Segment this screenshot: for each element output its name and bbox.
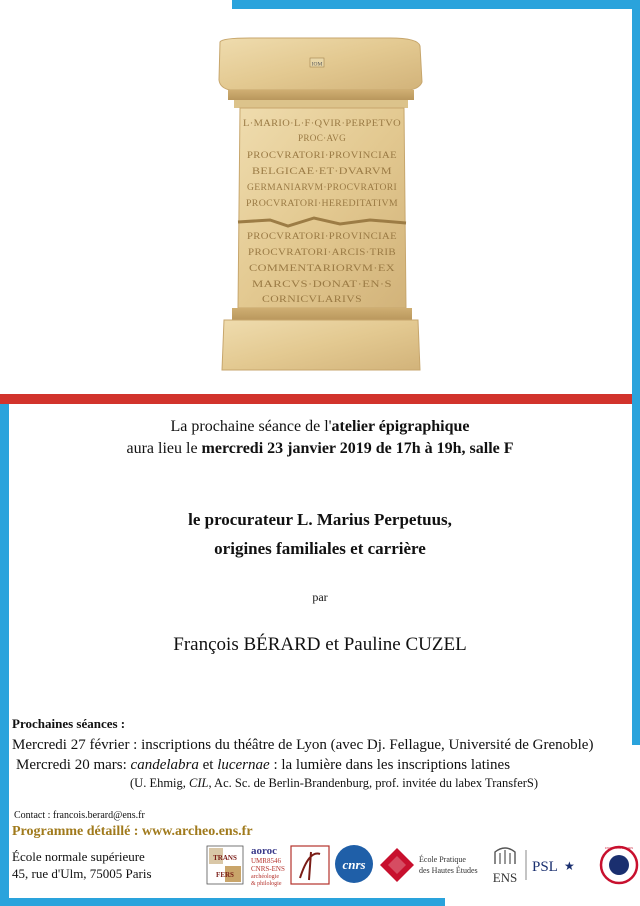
svg-text:PSL: PSL [532, 859, 558, 875]
bottom-blue-bar [0, 898, 445, 906]
inscription-line: PROCVRATORI·HEREDITATIVM [246, 198, 398, 208]
inscription-line: L·MARIO·L·F·QVIR·PERPETVO [243, 118, 402, 128]
ens-logo [493, 848, 518, 885]
altar-top-mark: IOM [311, 61, 323, 68]
session-date: mercredi 23 janvier 2019 de 17h à 19h, salle F [201, 440, 514, 457]
svg-text:École Pratique: École Pratique [419, 855, 466, 864]
programme-link[interactable]: Programme détaillé : www.archeo.ens.fr [12, 824, 253, 839]
svg-text:CNRS-ENS: CNRS-ENS [251, 865, 285, 873]
talk-title-line-1: le procurateur L. Marius Perpetuus, [188, 510, 452, 529]
inscription-line: GERMANIARVM·PROCVRATORI [247, 182, 397, 192]
svg-text:des Hautes Études: des Hautes Études [419, 866, 478, 875]
contact-email[interactable]: Contact : francois.berard@ens.fr [14, 810, 145, 821]
cnrs-logo [335, 845, 373, 883]
svg-text:& philologie: & philologie [251, 881, 282, 887]
talk-by: par [312, 590, 328, 604]
upcoming-heading: Prochaines séances : [12, 716, 126, 731]
psl-logo [532, 859, 575, 875]
svg-text:UMR8546: UMR8546 [251, 857, 281, 865]
inscribed-altar-image [210, 36, 432, 374]
transfers-logo [207, 846, 243, 884]
session-2-date: Mercredi 20 mars: [16, 757, 131, 773]
upcoming-session-1: Mercredi 27 février : inscriptions du théâtre de Lyon (avec Dj. Fellague, Université de Grenoble) [12, 737, 594, 753]
session-2-connector: et [198, 757, 218, 773]
announcement-text: La prochaine séance de l' [170, 418, 332, 435]
svg-text:aoroc: aoroc [251, 845, 278, 857]
inscription-line: PROC·AVG [298, 133, 347, 143]
inscription-line: COMMENTARIORVM·EX [249, 263, 396, 273]
ephe-logo [380, 848, 478, 882]
top-blue-bar [232, 0, 640, 9]
aoroc-logo [251, 845, 329, 887]
school-address: 45, rue d'Ulm, 75005 Paris [12, 866, 152, 881]
atelier-name: atelier épigraphique [331, 418, 470, 435]
detail-text: (U. Ehmig, [130, 776, 190, 790]
svg-text:cnrs: cnrs [342, 857, 366, 872]
altar-molding-1 [228, 90, 414, 100]
session-2-topic: : la lumière dans les inscriptions latines [269, 757, 511, 773]
announcement-line-1 [0, 418, 640, 436]
altar-base [222, 320, 420, 370]
red-divider [0, 394, 632, 404]
school-name: École normale supérieure [12, 849, 145, 864]
altar-molding-2 [234, 100, 408, 108]
university-ring-logo [601, 845, 637, 883]
partner-logos [205, 840, 640, 890]
inscription-line: PROCVRATORI·PROVINCIAE [247, 150, 398, 160]
inscription-line: MARCVS·DONAT·EN·S [252, 279, 392, 289]
svg-text:TRANS: TRANS [213, 854, 237, 862]
detail-text: , Ac. Sc. de Berlin-Brandenburg, prof. invitée du labex TransferS) [208, 776, 539, 790]
inscription-line: PROCVRATORI·ARCIS·TRIB [248, 247, 396, 257]
talk-title-line-2: origines familiales et carrière [214, 539, 426, 558]
svg-text:archéologie: archéologie [251, 874, 279, 880]
announcement-text: aura lieu le [126, 440, 202, 457]
svg-text:FERS: FERS [216, 871, 234, 879]
inscription-line: CORNICVLARIVS [262, 294, 362, 304]
session-2-term: lucernae [217, 757, 270, 773]
announcement-line-2 [0, 440, 640, 458]
inscription-line: BELGICAE·ET·DVARVM [252, 166, 392, 176]
svg-text:★: ★ [564, 859, 575, 873]
inscription-line: PROCVRATORI·PROVINCIAE [247, 231, 398, 241]
svg-text:UNIVERSITÉ PARIS: UNIVERSITÉ PARIS [604, 846, 634, 850]
session-2-term: candelabra [130, 757, 199, 773]
cil-abbrev: CIL [189, 776, 209, 790]
upcoming-session-2 [16, 757, 510, 774]
upcoming-session-2-detail [130, 776, 538, 791]
talk-speakers: François BÉRARD et Pauline CUZEL [173, 634, 467, 655]
svg-text:ENS: ENS [492, 870, 518, 885]
altar-base-molding [232, 308, 412, 320]
